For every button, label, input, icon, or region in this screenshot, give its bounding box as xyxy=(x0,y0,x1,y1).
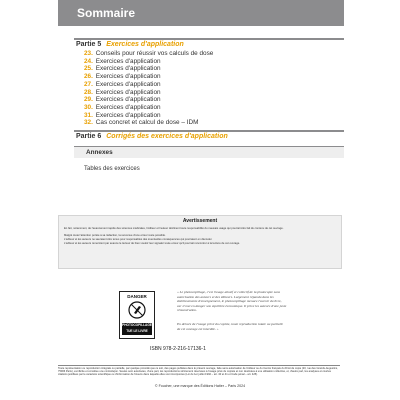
toc-item-text: Cas concret et calcul de dose – IDM xyxy=(95,119,199,127)
copyright-notice: © Foucher, une marque des Éditions Hatier – Paris 2024 xyxy=(154,384,246,388)
footer-divider xyxy=(58,365,340,366)
danger-banner xyxy=(122,323,152,335)
isbn-number: ISBN 978-2-216-17136-1 xyxy=(150,346,206,352)
toc-item-text: Exercices d'application xyxy=(95,88,161,96)
danger-banner-line-1: PHOTOCOPILLAGE xyxy=(122,323,152,327)
toc-item-number: 30. xyxy=(84,103,93,111)
toc-item-text: Exercices d'application xyxy=(95,111,161,119)
no-photocopy-icon xyxy=(128,301,146,319)
avertissement-paragraph-2: Malgré toute l'attention portée à sa rédaction, la survenue d'une erreur reste possible. xyxy=(64,234,166,237)
header-bar xyxy=(58,0,344,26)
legal-notice: Toute représentation ou reproduction intégrale ou partielle, par quelque procédé que ce soit, des pages publiées dans le présent ouvrage, faite sans autorisation de l'éditeur ou du Centre français du Droit de copie (20, rue des Grands-Augustins, 75006 Paris), est illicite et constitue une contrefaçon. Seules sont autorisées, d'une part, les reproductions strictement réservées à l'usage privé du copiste et non destinées à une utilisation collective, et, d'autre part, les analyses et courtes citations justifiées par le caractère scientifique ou d'information de l'œuvre dans laquelle elles sont incorporées (Loi du 1er juillet 1992 – art. 40 et 41 et Code pénal – art. 425). xyxy=(58,367,338,377)
toc-item-text: Exercices d'application xyxy=(95,103,161,111)
avertissement-box xyxy=(58,215,342,269)
annexes-tables-item[interactable]: Tables des exercices xyxy=(84,166,140,172)
toc-item-text: Conseils pour réussir vos calculs de dose xyxy=(95,50,214,57)
toc-item[interactable] xyxy=(84,50,213,58)
toc-item[interactable] xyxy=(84,89,213,97)
toc-item[interactable] xyxy=(84,104,213,112)
toc-item-text: Exercices d'application xyxy=(95,80,161,88)
toc-item-number: 28. xyxy=(84,88,93,96)
toc-item-number: 27. xyxy=(84,80,93,88)
toc-item[interactable] xyxy=(84,119,213,127)
toc-item[interactable] xyxy=(84,73,213,81)
photocopillage-quote-1: « Le photocopillage, c'est l'usage abusif et collectif de la photocopie sans autorisation des auteurs et des éditeurs. Largement répandu dans les établissements d'enseignement, le photocopillage menace l'avenir du livre, car il met en danger son équilibre économique. Il prive les auteurs d'une juste rémunération. xyxy=(177,290,287,313)
toc-item[interactable] xyxy=(84,81,213,89)
avertissement-title: Avertissement xyxy=(182,218,218,224)
toc-item-number: 32. xyxy=(84,119,93,127)
part-6-label: Partie 6 xyxy=(76,133,102,140)
annexes-label: Annexes xyxy=(86,149,113,156)
toc-item-number: 25. xyxy=(84,65,93,73)
part-5-label: Partie 5 xyxy=(76,41,102,48)
avertissement-paragraph-4: L'éditeur et les auteurs remercient par avance le lecteur de bien vouloir leur signaler toute erreur qu'il pourrait rencontrer à la lecture de cet ouvrage. xyxy=(64,242,240,245)
toc-item-number: 31. xyxy=(84,111,93,119)
part-6-title: Corrigés des exercices d'application xyxy=(106,133,228,140)
photocopillage-quote-2: En dehors de l'usage privé du copiste, toute reproduction totale ou partielle de cet ouvrage est interdite. » xyxy=(177,322,284,331)
toc-item-number: 29. xyxy=(84,96,93,104)
toc-item-text: Exercices d'application xyxy=(95,65,161,73)
part-6-heading[interactable] xyxy=(74,130,344,143)
danger-banner-line-2: TUE LE LIVRE xyxy=(126,328,148,333)
toc-item-number: 26. xyxy=(84,73,93,81)
danger-label: DANGER xyxy=(127,294,147,299)
toc-item[interactable] xyxy=(84,96,213,104)
toc-item[interactable] xyxy=(84,65,213,73)
toc-item-number: 24. xyxy=(84,57,93,65)
avertissement-paragraph-1: En fait, notamment, de l'avancement rapide des sciences médicales, l'éditeur et l'auteur déclinent toute responsabilité du mauvais usage qui pourrait être fait du contenu de cet ouvrage. xyxy=(64,227,284,230)
toc-item-text: Exercices d'application xyxy=(95,96,161,104)
toc-item[interactable] xyxy=(84,58,213,66)
part-5-toc-list xyxy=(84,50,213,127)
photocopillage-danger-logo xyxy=(119,291,155,339)
part-5-title: Exercices d'application xyxy=(106,41,184,48)
avertissement-paragraph-3: L'éditeur et les auteurs ne sauraient être tenus pour responsables des éventuelles conséquences qui pourraient en découler. xyxy=(64,238,213,241)
toc-item-number: 23. xyxy=(84,50,93,57)
toc-item[interactable] xyxy=(84,112,213,120)
toc-item-text: Exercices d'application xyxy=(95,73,161,81)
toc-item-text: Exercices d'application xyxy=(95,57,161,65)
annexes-heading[interactable] xyxy=(74,146,344,158)
page-title: Sommaire xyxy=(77,6,136,20)
